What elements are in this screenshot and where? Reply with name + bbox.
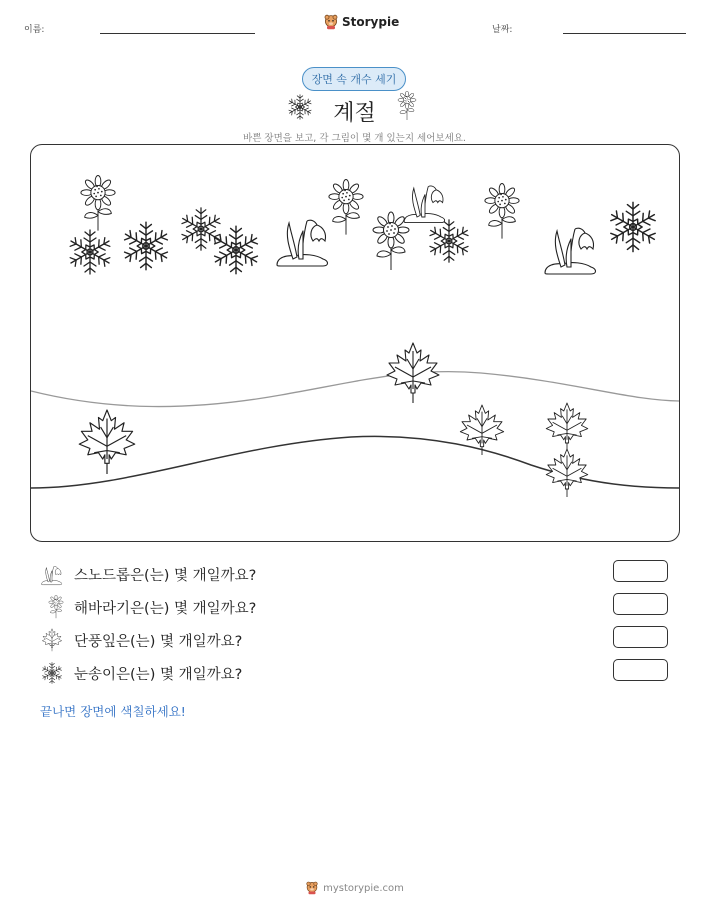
- coloring-note: 끝나면 장면에 색칠하세요!: [40, 704, 186, 719]
- snowflake-icon: [608, 202, 657, 251]
- snowdrop-icon: [404, 186, 444, 223]
- answer-box-maple-leaf[interactable]: [613, 626, 668, 648]
- date-label: 날짜:: [492, 25, 513, 35]
- sunflower-icon: [40, 595, 64, 619]
- brand-name: Storypie: [342, 15, 400, 29]
- snowdrop-icon: [277, 220, 328, 266]
- answer-box-snowflake[interactable]: [613, 659, 668, 681]
- question-maple-leaf: [40, 628, 242, 652]
- storypie-mascot-icon: [323, 14, 339, 30]
- sunflower-icon: [485, 184, 519, 239]
- site-footer: [0, 881, 709, 895]
- counting-scene: [30, 144, 680, 542]
- storypie-mascot-icon: [305, 881, 319, 895]
- question-text: 스노드롭은(는) 몇 개일까요?: [74, 567, 257, 584]
- name-label: 이름:: [24, 25, 45, 35]
- maple-leaf-icon: [40, 628, 64, 652]
- question-text: 단풍잎은(는) 몇 개일까요?: [74, 633, 243, 650]
- instructions: 바쁜 장면을 보고, 각 그림이 몇 개 있는지 세어보세요.: [243, 133, 466, 144]
- snowflake-icon: [212, 226, 260, 274]
- snowdrop-icon: [40, 562, 64, 586]
- sunflower-icon: [81, 176, 115, 231]
- brand-logo: [323, 14, 399, 30]
- question-sunflower: [40, 595, 256, 619]
- maple-leaf-icon: [387, 343, 439, 403]
- maple-leaf-icon: [546, 449, 588, 497]
- snowflake-icon: [40, 661, 64, 685]
- question-text: 눈송이은(는) 몇 개일까요?: [74, 666, 243, 683]
- activity-badge: 장면 속 개수 세기: [302, 67, 406, 91]
- maple-leaf-icon: [79, 410, 134, 474]
- page-title: 계절: [333, 101, 376, 126]
- maple-leaf-icon: [546, 403, 588, 451]
- back-hill-line: [31, 372, 680, 407]
- sunflower-icon: [397, 91, 417, 121]
- answer-box-snowdrop[interactable]: [613, 560, 668, 582]
- sunflower-icon: [329, 180, 363, 235]
- name-field-line[interactable]: [100, 33, 255, 34]
- question-snowflake: [40, 661, 242, 685]
- date-field-line[interactable]: [563, 33, 686, 34]
- answer-box-sunflower[interactable]: [613, 593, 668, 615]
- maple-leaf-icon: [460, 405, 503, 455]
- snowdrop-icon: [545, 228, 596, 274]
- question-text: 해바라기은(는) 몇 개일까요?: [74, 600, 257, 617]
- snowflake-icon: [428, 220, 470, 262]
- snowflake-icon: [122, 222, 170, 270]
- site-url[interactable]: mystorypie.com: [323, 882, 404, 894]
- question-snowdrop: [40, 562, 256, 586]
- sunflower-icon: [373, 212, 409, 270]
- snowflake-icon: [68, 230, 112, 274]
